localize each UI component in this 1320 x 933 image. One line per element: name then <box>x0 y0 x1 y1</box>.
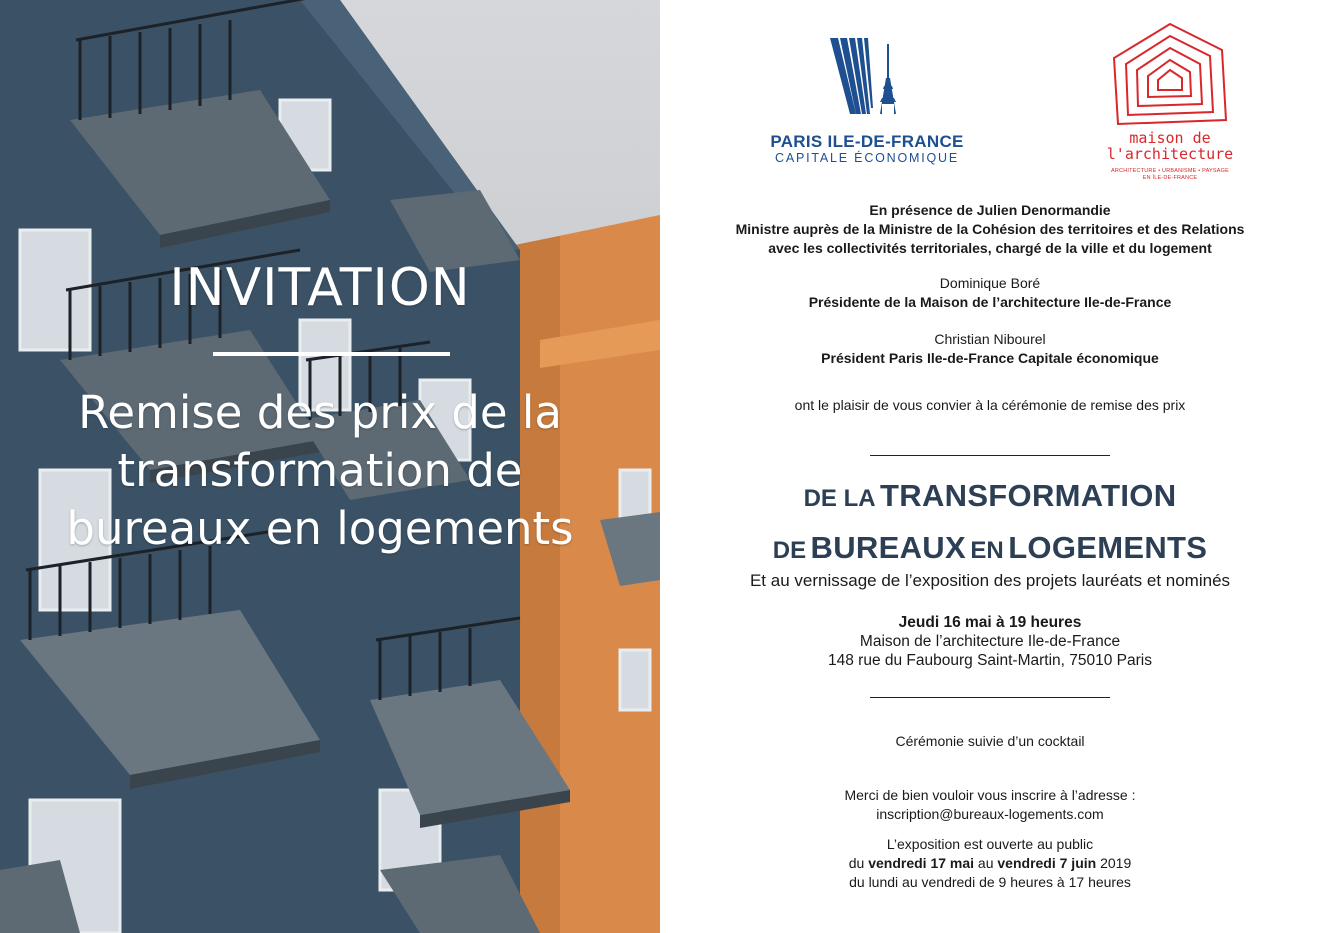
pidf-name: PARIS ILE-DE-FRANCE <box>770 132 964 151</box>
mda-tagline: ARCHITECTURE • URBANISME • PAYSAGE EN ÎLE-DE-FRANCE <box>1110 168 1230 181</box>
event-venue: Maison de l’architecture Ile-de-France <box>859 633 1121 650</box>
presence-line-1: En présence de Julien Denormandie <box>869 202 1111 218</box>
host-2-name: Christian Nibourel <box>934 331 1046 347</box>
registration-line: Merci de bien vouloir vous inscrire à l’adresse : <box>844 787 1136 803</box>
host-2-title: Président Paris Ile-de-France Capitale économique <box>821 350 1159 366</box>
mda-logo <box>1110 20 1230 135</box>
invite-line: ont le plaisir de vous convier à la cérémonie de remise des prix <box>794 397 1186 413</box>
hero-subtitle: Remise des prix de la transformation de bureaux en logements <box>66 386 574 555</box>
registration-block <box>660 786 1320 824</box>
vernissage-line: Et au vernissage de l’exposition des projets lauréats et nominés <box>749 571 1231 590</box>
mda-name: maison de l'architecture <box>1106 129 1234 163</box>
divider-top <box>870 455 1110 456</box>
exhibition-dates: du vendredi 17 mai au vendredi 7 juin 2019 <box>848 855 1132 871</box>
eiffel-tower-icon <box>830 38 910 118</box>
exhibition-line-1: L’exposition est ouverte au public <box>886 836 1094 852</box>
event-title-line-1: DE LA TRANSFORMATION <box>803 478 1177 513</box>
host-1 <box>660 274 1320 312</box>
pidf-logo <box>810 38 930 118</box>
cocktail-line: Cérémonie suivie d’un cocktail <box>895 733 1085 749</box>
pidf-tagline: CAPITALE ÉCONOMIQUE <box>775 151 959 165</box>
presence-line-3: avec les collectivités territoriales, chargé de la ville et du logement <box>768 240 1212 256</box>
divider-bottom <box>870 697 1110 698</box>
presence-line-2: Ministre auprès de la Ministre de la Cohésion des territoires et des Relations <box>735 221 1245 237</box>
hero-invitation-title: INVITATION <box>169 258 471 318</box>
presence-block <box>660 201 1320 258</box>
event-date-time: Jeudi 16 mai à 19 heures <box>898 614 1082 631</box>
host-1-name: Dominique Boré <box>939 275 1041 291</box>
exhibition-block <box>660 835 1320 892</box>
registration-email[interactable]: inscription@bureaux-logements.com <box>876 806 1104 822</box>
event-details <box>660 613 1320 670</box>
event-title-line-2: DE BUREAUX EN LOGEMENTS <box>772 530 1208 565</box>
hero-divider <box>213 352 450 356</box>
event-address: 148 rue du Faubourg Saint-Martin, 75010 Paris <box>828 652 1152 669</box>
event-title <box>660 473 1320 577</box>
host-2 <box>660 330 1320 368</box>
invitation-content <box>660 0 1320 933</box>
exhibition-hours: du lundi au vendredi de 9 heures à 17 heures <box>849 874 1131 890</box>
host-1-title: Présidente de la Maison de l’architecture Ile-de-France <box>808 294 1172 310</box>
house-outline-icon <box>1110 20 1230 130</box>
